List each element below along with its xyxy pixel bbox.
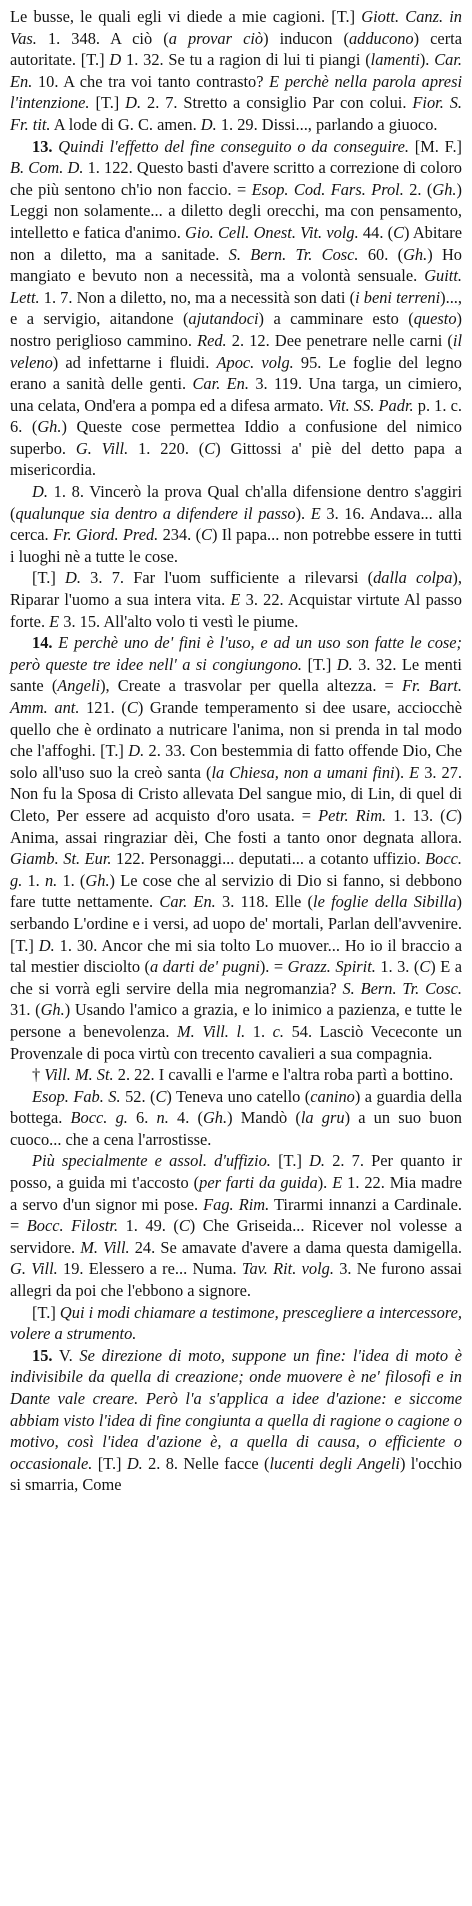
body-text: 1. 7. Non a diletto, no, ma a necessità son dati ( (39, 287, 356, 307)
body-text: 1. (245, 1021, 273, 1041)
body-text: ) E a che si vorrà egli servire della mia negromanzia? (10, 957, 462, 998)
italic-text: Tav. Rit. volg. (241, 1259, 334, 1279)
body-text: ) Teneva uno catello ( (166, 1086, 311, 1106)
entry-paragraph (10, 1086, 462, 1151)
italic-text: a provar ciò (168, 28, 264, 48)
body-text: 3. 119. Una targa, un cimiero, una celata, Ond'era a pompa ed a difesa armato. (10, 374, 462, 415)
italic-text: E (310, 503, 321, 523)
italic-text: Gh. (37, 417, 62, 437)
section-number: 15. (32, 1345, 53, 1365)
body-text: 2. 33. Con bestemmia di fatto offende Dio, Che solo all'uso suo la creò santa ( (10, 741, 462, 782)
body-text: p. 1. c. 6. ( (10, 395, 462, 437)
italic-text: le foglie della Sibilla (313, 892, 457, 912)
body-text: ) Anima, assai ringraziar dèi, Che fosti a tanto onor degnata allora. (10, 805, 462, 847)
body-text: 52. ( (120, 1086, 156, 1106)
italic-text: D. (200, 114, 217, 134)
italic-text: g. (10, 870, 23, 890)
body-text: 60. ( (358, 244, 404, 264)
italic-text: questo (413, 309, 457, 329)
italic-text: qualunque sia dentro a difendere il passo (15, 503, 296, 523)
body-text: ). (419, 50, 435, 70)
italic-text: la Chiesa, non a umani fini (211, 762, 395, 782)
body-text: ) Abitare non a diletto, ma a sanitade. (10, 222, 462, 264)
italic-text: S. Bern. Tr. Cosc. (228, 244, 359, 264)
italic-text: C (155, 1086, 167, 1106)
body-text: ). = (259, 957, 288, 977)
body-text: [T.] (92, 1453, 127, 1473)
body-text: ) Che Griseida... Ricever nol volesse a servidore. (10, 1216, 462, 1257)
italic-text: Bocc. (425, 849, 462, 869)
italic-text: Più specialmente e assol. d'uffizio. (32, 1151, 271, 1171)
italic-text: M. Vill. (80, 1237, 130, 1257)
italic-text: G. Vill. (10, 1259, 58, 1279)
body-text: ) Gittossi a' piè del detto papa a misericordia. (10, 438, 462, 480)
body-text: 2. 8. Nelle facce ( (142, 1453, 270, 1473)
body-text: ), Riparar l'uomo a sua intera vita. (10, 568, 462, 610)
body-text: 2. 22. I cavalli e l'arme e l'altra roba partì a bottino. (113, 1065, 454, 1085)
body-text: 121. ( (79, 698, 127, 717)
body-text: ) ad infettarne i fluidi. (52, 352, 217, 372)
body-text: 6. (127, 1108, 157, 1128)
italic-text: M. Vill. (177, 1021, 229, 1041)
body-text: ) Grande temperamento si dee usare, acciocchè quello che è ordinato a nutricare l'anima, non si prenda in tal modo che l'affoghi. [T.] (10, 698, 462, 761)
italic-text: C (419, 957, 431, 977)
italic-text: n. (44, 870, 58, 890)
body-text: 3. 27. Non fu la Sposa di Cristo allevata Del sangue mio, di Lin, di quel di Cleto, Per essere ad acquisto d'oro usata. = (10, 762, 462, 825)
italic-text: Vit. SS. Padr. (327, 395, 414, 415)
body-text: 10. A che tra voi tanto contrasto? (32, 71, 270, 91)
body-text: 3. 7. Far l'uom sufficiente a rilevarsi ( (80, 568, 374, 588)
body-text: [T.] (270, 1151, 310, 1171)
italic-text: D (109, 50, 122, 70)
body-text: [T.] (32, 1302, 60, 1322)
italic-text: Quindi l'effetto del fine conseguito o da conseguire. (58, 136, 409, 156)
body-text: ) Usando l'amico a grazia, e lo inimico a pazienza, e tutte le persone a benevolenza. (10, 1000, 462, 1041)
body-text: ) a camminare esto ( (258, 309, 414, 329)
body-text: ) serbando L'ordine e i versi, ad uopo de' mortali, Parlan dell'avvenire. [T.] (10, 892, 462, 955)
italic-text: Guitt. Lett. (10, 266, 462, 307)
italic-text: canino (310, 1086, 355, 1106)
italic-text: D. (128, 741, 145, 761)
body-text: 3. 15. All'alto volo ti vestì le piume. (59, 611, 299, 631)
italic-text: i beni terreni (355, 287, 441, 307)
body-text: 31. ( (10, 1000, 41, 1020)
body-text: 54. Lasciò Vececonte un Provenzale di poca virtù con trecento cavalieri a sua compagnia. (10, 1021, 462, 1063)
italic-text: C (178, 1216, 190, 1236)
entry-paragraph (10, 1345, 462, 1496)
italic-text: Car. En. (10, 50, 462, 91)
body-text: [T.] (302, 654, 337, 674)
italic-text: Car. En. (192, 374, 249, 394)
italic-text: Vill. M. St. (44, 1065, 114, 1085)
body-text: ) l'occhio si smarria, Come (10, 1453, 462, 1495)
italic-text: Giott. Canz. in Vas. (10, 7, 462, 48)
italic-text: D. (65, 568, 81, 588)
body-text: 1. ( (57, 870, 86, 890)
italic-text: l. (236, 1021, 246, 1041)
italic-text: S. Bern. Tr. Cosc. (342, 978, 462, 998)
italic-text: E (49, 611, 60, 631)
body-text: 3. 16. Andava... alla cerca. (10, 503, 463, 545)
italic-text: D. (32, 482, 48, 502)
italic-text: Angeli (57, 676, 101, 696)
italic-text: D. (126, 1453, 143, 1473)
body-text: [M. F.] (408, 136, 463, 156)
body-text: 4. ( (168, 1108, 203, 1128)
italic-text: Petr. Rim. (318, 805, 387, 825)
body-text: V. (52, 1345, 80, 1365)
italic-text: Apoc. volg. (216, 352, 294, 372)
entry-paragraph (10, 1150, 462, 1301)
italic-text: E (230, 590, 241, 610)
italic-text: la gru (300, 1108, 345, 1128)
italic-text: Gh. (85, 870, 110, 890)
italic-text: Bocc. (70, 1108, 108, 1128)
italic-text: Fr. Bart. Amm. ant. (10, 676, 463, 717)
section-number: 13. (32, 136, 53, 156)
italic-text: D. (309, 1151, 326, 1171)
body-text: 1. 13. ( (386, 805, 446, 825)
italic-text: c. (272, 1021, 285, 1041)
body-text: [T.] (89, 93, 126, 113)
body-text: 24. Se amavate d'avere a dama questa damigella. (129, 1237, 462, 1257)
italic-text: Gh. (40, 1000, 65, 1020)
body-text (229, 1022, 237, 1041)
italic-text: n. (156, 1108, 169, 1128)
italic-text: B. Com. D. (10, 158, 84, 178)
body-text: 1. 8. Vincerò la prova Qual ch'alla difensione dentro s'aggiri ( (10, 482, 462, 523)
italic-text: adducono (348, 28, 414, 48)
body-text: 1. 30. Ancor che mi sia tolto Lo muover... Ho io il braccio a tal mestier disciolto ( (10, 935, 462, 977)
section-number: 14. (32, 633, 53, 653)
italic-text: lamenti (370, 50, 420, 70)
body-text: ). (295, 503, 311, 523)
italic-text: Giamb. St. Eur. (10, 849, 112, 869)
italic-text: Esop. Fab. S. (32, 1086, 121, 1106)
italic-text: Se direzione di moto, suppone un fine: l'idea di moto è indivisibile da quella di creazione; onde muovere è ne' filosofi e in Dante vale creare. Però l'a s'applica a idee d'azione: e siccome abbiam visto l'idea di fine congiunta a quella di ragione o cagione o motivo, così l'idea d'azione è, a quella di causa, o efficiente o occasionale. (10, 1345, 462, 1473)
entry-paragraph (10, 481, 462, 567)
body-text: 2. 12. Dee penetrare nelle carni ( (226, 330, 453, 350)
body-text: 1. (22, 870, 45, 890)
entry-paragraph (10, 1064, 462, 1086)
italic-text: Red. (197, 330, 227, 350)
body-text: )..., e a servigio, aitandone ( (10, 287, 462, 329)
body-text: 1. 22. Mia madre a servo d'un signor mi pose. (10, 1173, 463, 1214)
italic-text: D. (125, 93, 142, 113)
entry-paragraph (10, 1302, 462, 1345)
body-text: ). (317, 1173, 333, 1193)
body-text: 1. 3. ( (375, 957, 420, 977)
body-text: 3. 32. Le menti sante ( (10, 654, 462, 696)
body-text: ) a guardia della bottega. (10, 1086, 462, 1128)
body-text (107, 1108, 115, 1127)
italic-text: Fior. S. Fr. tit. (10, 93, 462, 134)
body-text: 3. 22. Acquistar virtute Al passo forte. (10, 590, 462, 631)
italic-text: Gh. (403, 244, 428, 264)
body-text: 3. Ne furono assai allegri da poi che l'ebbono a signore. (10, 1259, 462, 1301)
body-text: ) Il papa... non potrebbe essere in tutti i luoghi nè a tutte le cose. (10, 525, 462, 566)
body-text: ) nostro periglioso cammino. (10, 309, 462, 350)
italic-text: per farti da guida (199, 1173, 318, 1193)
body-text: ), Create a trasvolar per quella altezza. = (100, 676, 402, 696)
entry-paragraph (10, 136, 462, 482)
italic-text: Fr. Giord. Pred. (52, 525, 159, 545)
italic-text: a darti de' pugni (149, 957, 260, 977)
body-text: 3. 118. Elle ( (215, 892, 314, 912)
italic-text: Esop. Cod. Fars. Prol. (251, 179, 404, 199)
body-text: 234. ( (158, 525, 202, 545)
italic-text: C (445, 805, 457, 825)
italic-text: E perchè uno de' fini è l'uso, e ad un uso son fatte le cose; però queste tre idee nell' a si congiungono. (10, 633, 462, 674)
italic-text: Qui i modi chiamare a testimone, prescegliere a intercessore, volere a strumento. (10, 1302, 463, 1344)
body-text: 1. 348. A ciò ( (36, 28, 169, 48)
body-text: ) Ho mangiato e bevuto non a necessità, ma a volontà sensuale. (10, 244, 462, 286)
italic-text: Fag. Rim. (203, 1194, 270, 1214)
body-text: Le busse, le quali egli vi diede a mie cagioni. [T.] (10, 7, 362, 26)
italic-text: Gh. (202, 1108, 228, 1128)
body-text: ). (394, 762, 410, 782)
italic-text: Gh. (432, 179, 457, 199)
body-text: 1. 122. Questo basti d'avere scritto a correzione di coloro che più sentono ch'io non faccio. = (10, 158, 462, 199)
italic-text: Gio. Cell. Onest. Vit. volg. (185, 222, 359, 242)
entry-paragraph (10, 567, 462, 632)
body-text: 2. 7. Stretto a consiglio Par con colui. (141, 93, 413, 113)
italic-text: lucenti degli Angeli (269, 1453, 400, 1473)
body-text: A lode di G. C. amen. (50, 114, 201, 134)
italic-text: C (204, 438, 216, 458)
body-text: 95. Le foglie del legno erano a sanità delle genti. (10, 352, 463, 394)
italic-text: G. Vill. (75, 438, 129, 458)
italic-text: il veleno (10, 330, 462, 372)
body-text: 1. 32. Se tu a ragion di lui ti piangi ( (121, 50, 371, 70)
body-text: 2. 7. Per quanto ir posso, a guida mi t'accosto ( (10, 1151, 462, 1193)
italic-text: E (332, 1173, 343, 1193)
italic-text: ajutandoci (188, 309, 259, 329)
italic-text: Grazz. Spirit. (287, 957, 376, 977)
italic-text: C (126, 698, 138, 717)
body-text: Tirarmi innanzi a Cardinale. = (10, 1194, 462, 1236)
body-text: ) Queste cose permettea Iddio a confusione del nimico superbo. (10, 417, 462, 458)
italic-text: g. (115, 1108, 128, 1128)
body-text: 1. 49. ( (118, 1216, 179, 1236)
body-text: ) Leggi non solamente... a diletto degli orecchi, ma con pensamento, intelletto e fatica d'animo. (10, 179, 462, 242)
body-text: 1. 29. Dissi..., parlando a giuoco. (216, 114, 438, 134)
body-text: ) Le cose che al servizio di Dio si fanno, si debbono fare tutte nettamente. (10, 870, 462, 912)
body-text: 122. Personaggi... deputati... a cotanto uffizio. (111, 849, 426, 869)
body-text: ) a un suo buon cuoco... che a cena l'arrostisse. (10, 1108, 462, 1149)
body-text: † (32, 1065, 45, 1085)
italic-text: C (393, 222, 405, 242)
italic-text: Car. En. (159, 892, 216, 912)
italic-text: E (409, 762, 420, 782)
body-text: 19. Elessero a re... Numa. (57, 1259, 242, 1279)
body-text: ) Mandò ( (227, 1108, 301, 1128)
italic-text: dalla colpa (373, 568, 453, 588)
italic-text: D. (336, 654, 353, 674)
italic-text: Bocc. Filostr. (26, 1216, 119, 1236)
body-text: ) certa autoritate. [T.] (10, 28, 462, 70)
body-text: [T.] (32, 568, 66, 588)
italic-text: D. (38, 935, 55, 955)
body-text: 1. 220. ( (128, 438, 205, 458)
body-text: 44. ( (358, 222, 394, 242)
italic-text: C (201, 525, 212, 545)
body-text: 2. ( (403, 179, 433, 199)
entry-paragraph (10, 6, 462, 136)
italic-text: E perchè nella parola apresi l'intenzione. (10, 71, 463, 113)
body-text: ) inducon ( (263, 28, 349, 48)
entry-paragraph (10, 632, 462, 1064)
